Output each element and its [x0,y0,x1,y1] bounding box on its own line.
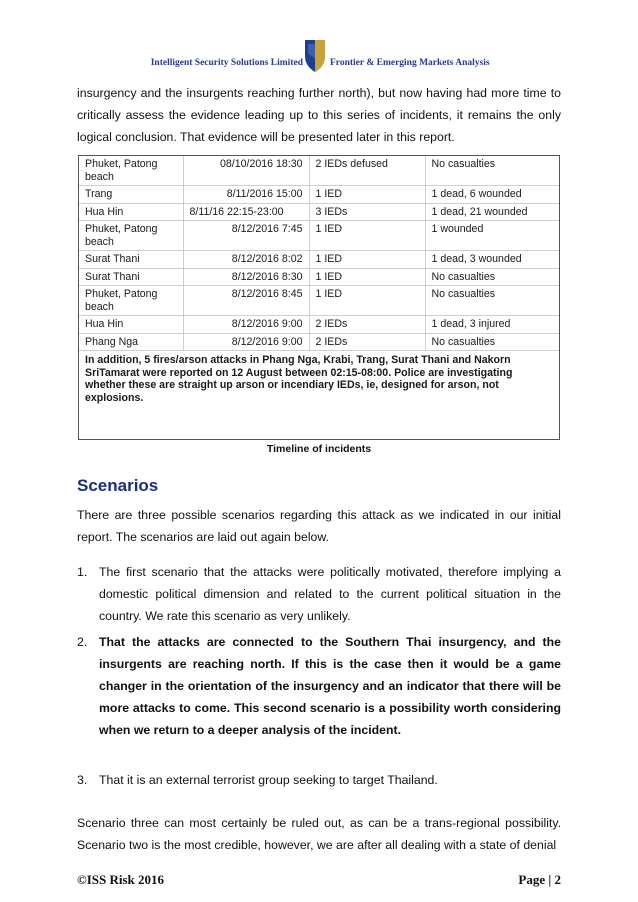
table-row [79,316,559,334]
cell-location: Surat Thani [79,251,183,269]
footer-page-number: Page | 2 [518,872,561,887]
scenario-text: That it is an external terrorist group seeking to target Thailand. [99,773,438,787]
scenario-item [77,561,561,627]
cell-location: Trang [79,186,183,204]
cell-devices: 3 IEDs [309,203,425,221]
table-row [79,221,559,251]
cell-location: Phuket, Patong beach [79,286,183,316]
cell-time: 8/12/2016 9:00 [183,333,309,351]
scenario-text: That the attacks are connected to the Southern Thai insurgency, and the insurgents are reaching north. If this is the case then it would be a game changer in the orientation of the insurgency and an indicator that there will be more attacks to come. This second scenario is a possibility worth considering when we return to a deeper analysis of the incident. [99,635,561,737]
cell-outcome: No casualties [425,286,559,316]
cell-outcome: 1 dead, 3 injured [425,316,559,334]
scenario-item [77,631,561,741]
figure-caption: Timeline of incidents [266,443,372,455]
section-heading: Scenarios [77,476,159,495]
cell-location: Surat Thani [79,268,183,286]
table-row [79,156,559,186]
cell-devices: 1 IED [309,268,425,286]
cell-devices: 2 IEDs [309,316,425,334]
cell-devices: 2 IEDs [309,333,425,351]
page-header [0,38,638,78]
scenario-text: The first scenario that the attacks were politically motivated, therefore implying a domestic political dimension and related to the current political situation in the country. We rate this scenario as very unlikely. [99,565,561,623]
cell-time: 8/12/2016 8:30 [183,268,309,286]
cell-devices: 1 IED [309,251,425,269]
table-row [79,186,559,204]
scenario-number: 3. [77,773,88,787]
cell-location: Phuket, Patong beach [79,221,183,251]
table-row [79,251,559,269]
scenarios-intro: There are three possible scenarios regarding this attack as we indicated in our initial report. The scenarios are laid out again below. [77,508,561,544]
cell-time: 8/11/16 22:15-23:00 [183,203,309,221]
cell-time: 8/12/2016 8:02 [183,251,309,269]
closing-paragraph: Scenario three can most certainly be ruled out, as can be a trans-regional possibility. Scenario two is the most credible, however, we are after all dealing with a state of denial [77,816,561,852]
timeline-note: In addition, 5 fires/arson attacks in Phang Nga, Krabi, Trang, Surat Thani and Nakorn SriTamarat were reported on 12 August between 02:15-08:00. Police are investigating whether these are straight up arson or incendiary IEDs, ie, designed for arson, not explosions. [85,354,513,404]
timeline-table [79,156,559,351]
cell-location: Phang Nga [79,333,183,351]
cell-time: 8/11/2016 15:00 [183,186,309,204]
cell-devices: 2 IEDs defused [309,156,425,186]
cell-time: 08/10/2016 18:30 [183,156,309,186]
footer-copyright: ©ISS Risk 2016 [77,872,165,887]
cell-outcome: No casualties [425,156,559,186]
cell-time: 8/12/2016 8:45 [183,286,309,316]
table-row [79,203,559,221]
header-company-name: Intelligent Security Solutions Limited [150,58,303,68]
cell-devices: 1 IED [309,186,425,204]
table-row [79,268,559,286]
cell-time: 8/12/2016 7:45 [183,221,309,251]
cell-outcome: 1 dead, 6 wounded [425,186,559,204]
cell-outcome: No casualties [425,268,559,286]
table-row [79,286,559,316]
cell-outcome: 1 wounded [425,221,559,251]
cell-outcome: 1 dead, 21 wounded [425,203,559,221]
cell-devices: 1 IED [309,286,425,316]
cell-outcome: 1 dead, 3 wounded [425,251,559,269]
cell-time: 8/12/2016 9:00 [183,316,309,334]
cell-devices: 1 IED [309,221,425,251]
header-tagline: Frontier & Emerging Markets Analysis [330,58,490,68]
cell-outcome: No casualties [425,333,559,351]
table-row [79,333,559,351]
timeline-figure [78,155,560,440]
cell-location: Hua Hin [79,203,183,221]
scenario-number: 1. [77,565,88,579]
scenario-item [77,769,561,791]
scenario-number: 2. [77,635,88,649]
intro-paragraph: insurgency and the insurgents reaching further north), but now having had more time to critically assess the evidence leading up to this series of incidents, it remains the only logical conclusion. That evidence will be presented later in this report. [77,86,561,144]
cell-location: Hua Hin [79,316,183,334]
cell-location: Phuket, Patong beach [79,156,183,186]
company-logo [302,38,328,74]
